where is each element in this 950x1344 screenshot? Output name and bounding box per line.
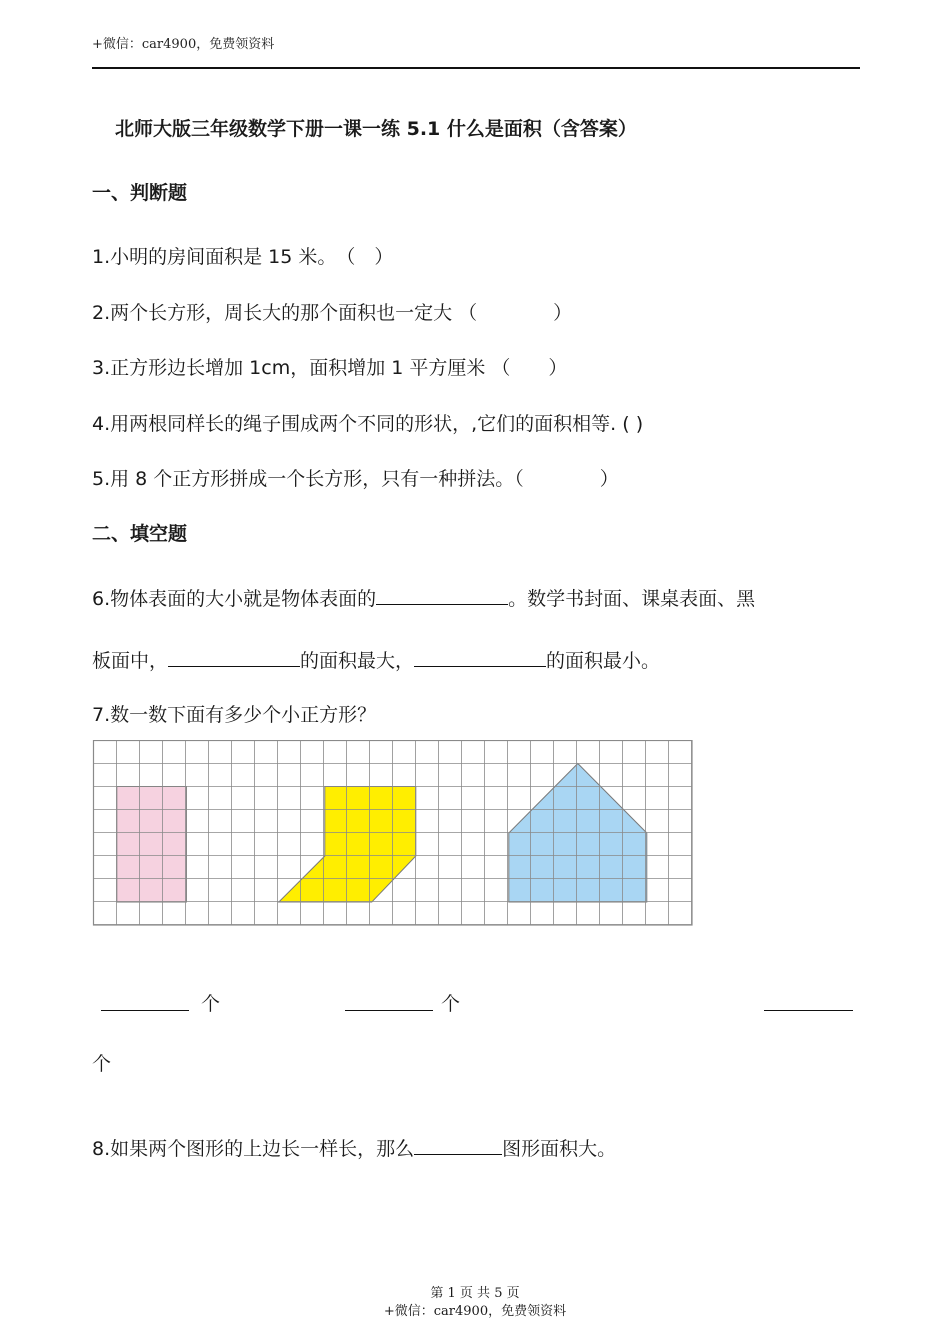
yellow-shape bbox=[279, 787, 416, 903]
q8-text-a: 8.如果两个图形的上边长一样长，那么 bbox=[92, 1138, 415, 1160]
q6-text-d: 的面积最大， bbox=[300, 650, 415, 672]
footer-watermark: +微信：car4900，免费领资料 bbox=[383, 1304, 567, 1319]
q6-text-e: 的面积最小。 bbox=[546, 650, 661, 672]
question-6-line-1 bbox=[92, 584, 755, 611]
q7-blank-2[interactable] bbox=[345, 1010, 433, 1011]
q7-unit-2: 个 bbox=[441, 993, 461, 1015]
q8-text-b: 图形面积大。 bbox=[502, 1138, 617, 1160]
q6-text-c: 板面中， bbox=[92, 650, 169, 672]
section-heading-judgement: 一、判断题 bbox=[92, 182, 188, 204]
header-rule bbox=[92, 67, 860, 69]
q7-blank-3[interactable] bbox=[764, 1010, 853, 1011]
q6-blank-1[interactable] bbox=[376, 585, 508, 605]
question-2: 2.两个长方形，周长大的那个面积也一定大 （ ） bbox=[92, 302, 573, 324]
q6-text-a: 6.物体表面的大小就是物体表面的 bbox=[92, 588, 377, 610]
question-4: 4.用两根同样长的绳子围成两个不同的形状，,它们的面积相等. ( ) bbox=[92, 413, 644, 435]
question-7: 7.数一数下面有多少个小正方形？ bbox=[92, 704, 377, 726]
page-title: 北师大版三年级数学下册一课一练 5.1 什么是面积（含答案） bbox=[115, 118, 637, 140]
q7-blank-1[interactable] bbox=[101, 1010, 189, 1011]
pink-rectangle bbox=[117, 787, 187, 903]
q6-blank-3[interactable] bbox=[414, 647, 546, 667]
q7-unit-1: 个 bbox=[201, 993, 221, 1015]
question-3: 3.正方形边长增加 1cm，面积增加 1 平方厘米 （ ） bbox=[92, 357, 568, 379]
q6-blank-2[interactable] bbox=[168, 647, 300, 667]
q8-blank[interactable] bbox=[414, 1135, 502, 1155]
section-heading-fill: 二、填空题 bbox=[92, 523, 188, 545]
header-watermark: +微信：car4900，免费领资料 bbox=[92, 37, 275, 52]
question-8 bbox=[92, 1134, 616, 1161]
question-1: 1.小明的房间面积是 15 米。 （ ） bbox=[92, 246, 394, 268]
q7-unit-3: 个 bbox=[92, 1053, 112, 1075]
page-number: 第 1 页 共 5 页 bbox=[430, 1286, 520, 1301]
q6-text-b: 。数学书封面、课桌表面、黑 bbox=[508, 588, 756, 610]
question-6-line-2 bbox=[92, 646, 660, 673]
square-grid-figure bbox=[92, 740, 694, 930]
question-5: 5.用 8 个正方形拼成一个长方形，只有一种拼法。（ ） bbox=[92, 468, 619, 490]
